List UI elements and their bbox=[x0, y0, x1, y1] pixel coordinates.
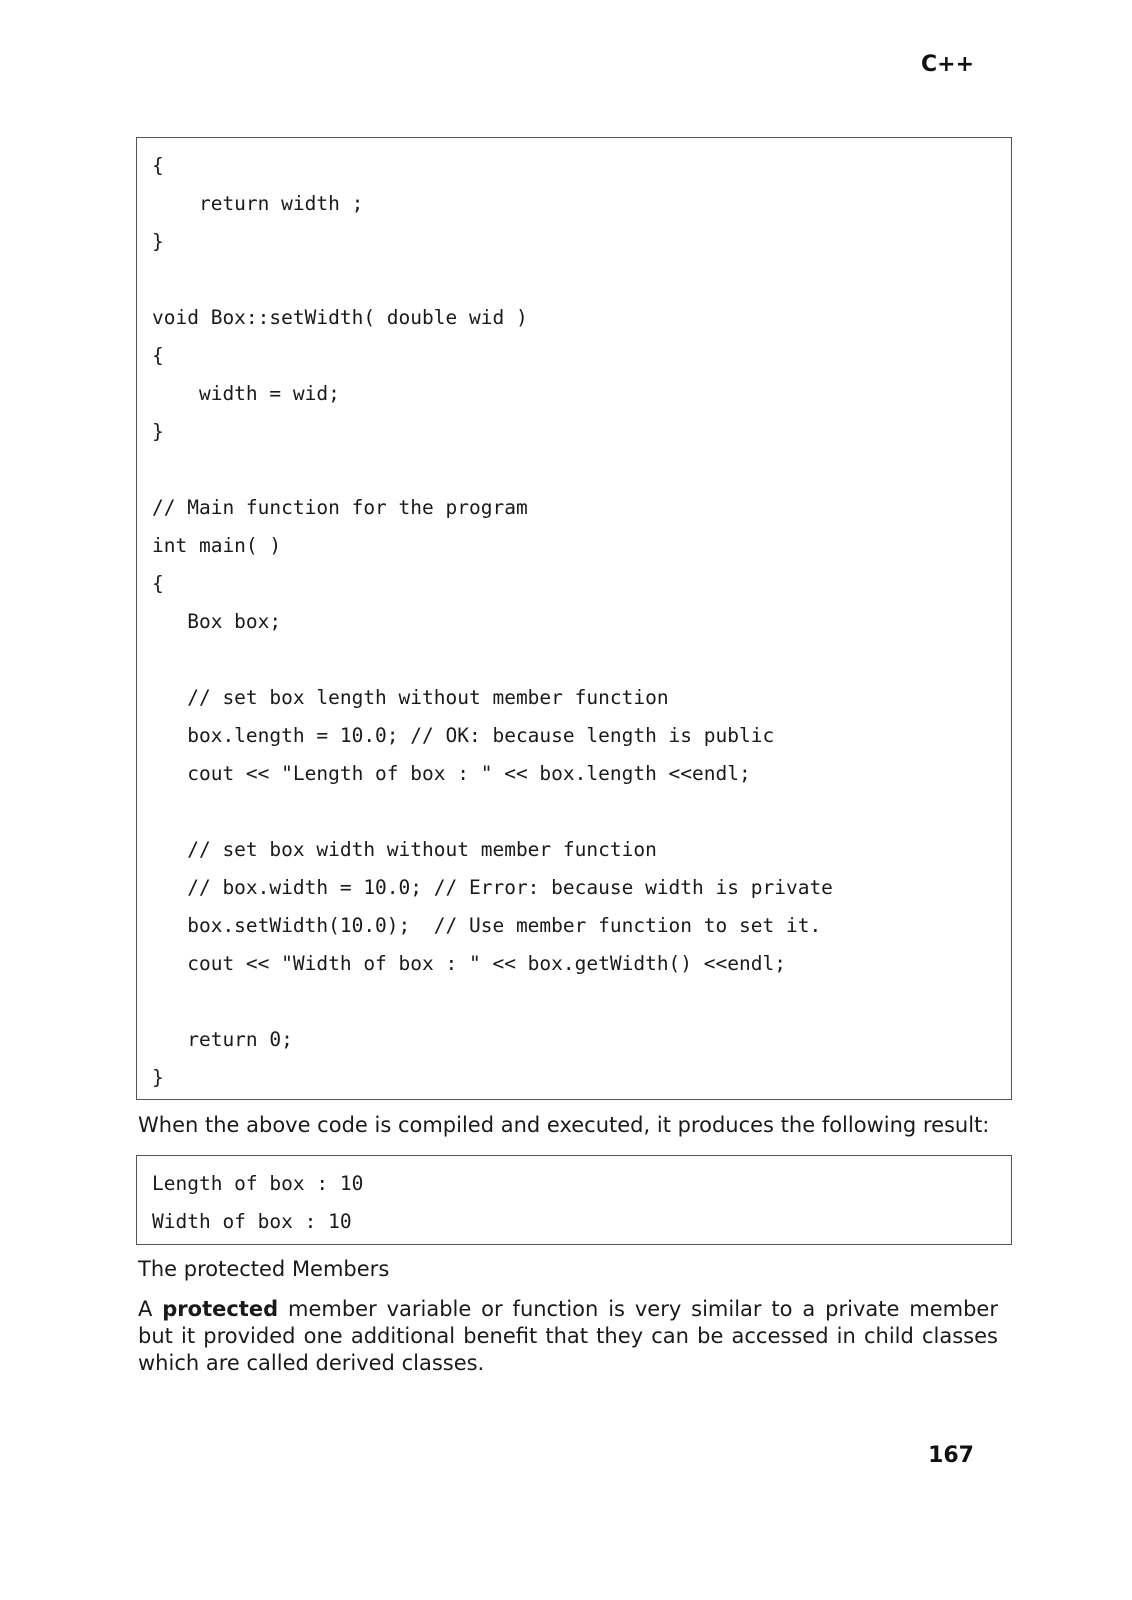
code-line: { bbox=[152, 572, 164, 595]
code-line: { bbox=[152, 344, 164, 367]
paragraph-prefix: A bbox=[138, 1297, 163, 1321]
code-line: width = wid; bbox=[152, 382, 340, 405]
code-line: { bbox=[152, 154, 164, 177]
page-number: 167 bbox=[928, 1443, 974, 1468]
output-line: Length of box : 10 bbox=[152, 1172, 364, 1195]
code-line bbox=[137, 793, 1011, 831]
running-header-title: C++ bbox=[920, 52, 974, 77]
result-intro-text: When the above code is compiled and executed, it produces the following result: bbox=[138, 1113, 990, 1137]
code-line: // set box width without member function bbox=[152, 838, 657, 861]
code-line: cout << "Length of box : " << box.length <<endl; bbox=[152, 762, 751, 785]
code-line: box.length = 10.0; // OK: because length is public bbox=[152, 724, 775, 747]
code-line: } bbox=[152, 1066, 164, 1089]
code-line: // box.width = 10.0; // Error: because width is private bbox=[152, 876, 833, 899]
code-line: box.setWidth(10.0); // Use member function to set it. bbox=[152, 914, 822, 937]
code-line: int main( ) bbox=[152, 534, 282, 557]
code-line bbox=[137, 641, 1011, 679]
paragraph-text: member variable or function is very similar to a private member but it provided one additional benefit that they can be accessed in child classes which are called derived classes. bbox=[138, 1297, 998, 1375]
code-line: return 0; bbox=[152, 1028, 293, 1051]
code-line: } bbox=[152, 420, 164, 443]
code-line: cout << "Width of box : " << box.getWidth() <<endl; bbox=[152, 952, 786, 975]
code-line: } bbox=[152, 230, 164, 253]
code-line bbox=[137, 983, 1011, 1021]
code-line bbox=[137, 451, 1011, 489]
section-heading: The protected Members bbox=[138, 1257, 390, 1281]
code-line bbox=[137, 261, 1011, 299]
code-line: // set box length without member function bbox=[152, 686, 669, 709]
output-line: Width of box : 10 bbox=[152, 1210, 352, 1233]
code-line: return width ; bbox=[152, 192, 364, 215]
program-output-box bbox=[136, 1155, 1012, 1245]
code-line: // Main function for the program bbox=[152, 496, 528, 519]
code-line: Box box; bbox=[152, 610, 282, 633]
code-line: void Box::setWidth( double wid ) bbox=[152, 306, 528, 329]
keyword-protected: protected bbox=[162, 1297, 279, 1321]
body-paragraph bbox=[138, 1296, 998, 1377]
code-listing bbox=[136, 137, 1012, 1100]
